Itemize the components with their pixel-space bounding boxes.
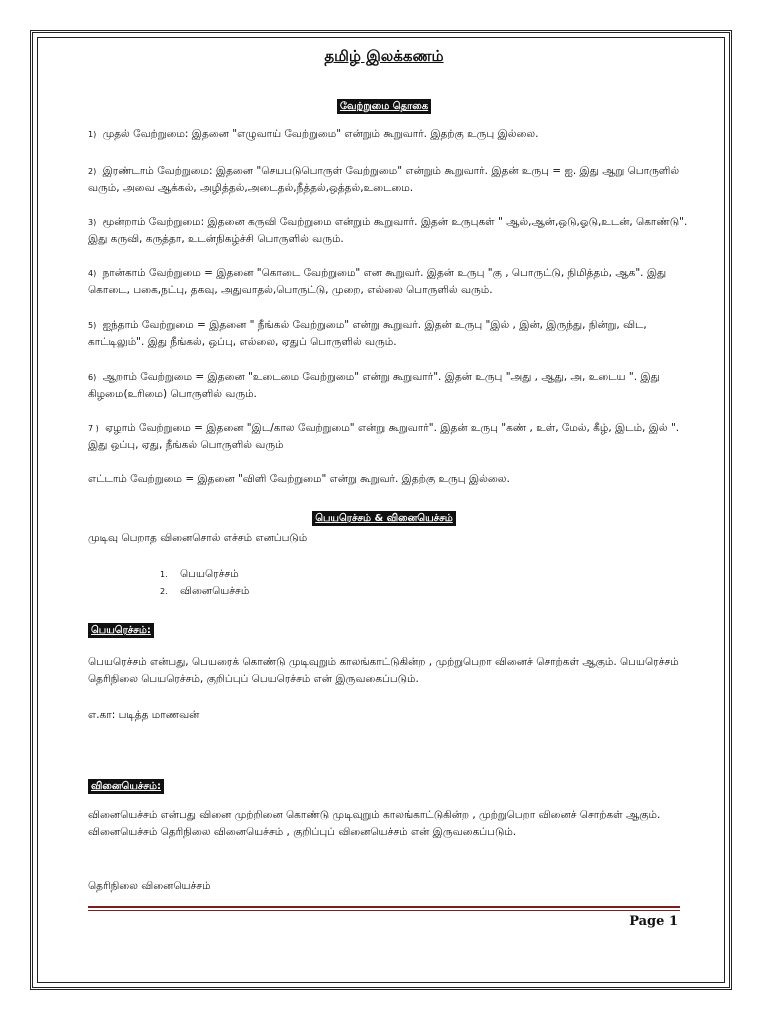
item-text: ஏழாம் வேற்றுமை = இதனை "இட/கால வேற்றுமை" என்று கூறுவார்". இதன் உருபு "கண் , உள், மேல், கீழ், இடம், இல் ". இது ஒப்பு, ஏது, நீங்கல் பொருளில் வரும் bbox=[88, 422, 680, 451]
vinaiyeccham-last-line: தெரிநிலை வினையெச்சம் bbox=[88, 880, 211, 892]
eccham-list bbox=[160, 566, 249, 600]
paragraph-item-5 bbox=[88, 317, 688, 351]
item-number: 3) bbox=[88, 218, 97, 227]
paragraph-item-7 bbox=[88, 420, 688, 454]
section-heading-vinaiyeccham bbox=[88, 774, 164, 794]
item-text: மூன்றாம் வேற்றுமை: இதனை கருவி வேற்றுமை என்றும் கூறுவார். இதன் உருபுகள் " ஆல்,ஆன்,ஒடு,ஓடு,உடன், கொண்டு". இது கருவி, கருத்தா, உடன்நிகழ்ச்சி பொருளில் வரும். bbox=[88, 216, 688, 245]
list-item-number: 2. bbox=[160, 587, 168, 596]
eccham-intro: முடிவு பெறாத வினைசொல் எச்சம் எனப்படும் bbox=[88, 532, 308, 544]
item-text: ஐந்தாம் வேற்றுமை = இதனை " நீங்கல் வேற்றுமை" என்று கூறுவர். இதன் உருபு "இல் , இன், இருந்து, நின்று, விட, காட்டிலும்". இது நீங்கல், ஒப்பு, எல்லை, ஏதுப் பொருளில் வரும். bbox=[88, 319, 647, 348]
paragraph-item-3 bbox=[88, 214, 688, 248]
paragraph-item-4 bbox=[88, 265, 688, 299]
item-text: இரண்டாம் வேற்றுமை: இதனை "செயபடுபொருள் வேற்றுமை" என்றும் கூறுவார். இதன் உருபு = ஐ. இது ஆறு பொருளில் வரும், அவை ஆக்கல், அழித்தல்,அடைதல்,நீத்தல்,ஒத்தல்,உடைமை. bbox=[88, 165, 680, 194]
list-item-text: பெயரெச்சம் bbox=[180, 568, 239, 580]
section-heading-vetrumai bbox=[0, 94, 768, 114]
list-item-number: 1. bbox=[160, 570, 168, 579]
item-number: 4) bbox=[88, 269, 97, 278]
footer-rule-thin bbox=[88, 910, 680, 911]
section-heading-eccham bbox=[0, 506, 768, 526]
section-heading-peyareccham bbox=[88, 618, 154, 638]
vinaiyeccham-paragraph: வினையெச்சம் என்பது வினை முற்றினை கொண்டு முடிவுறும் காலங்காட்டுகின்ற , முற்றுபெறா வினைச் சொற்கள் ஆகும். வினையெச்சம் தெரிநிலை வினையெச்சம் , குறிப்புப் வினையெச்சம் என் இருவகைப்படும். bbox=[88, 809, 661, 838]
item-number: 7 ) bbox=[88, 424, 99, 433]
section-heading-eccham-label: பெயரெச்சம் & வினையெச்சம் bbox=[312, 511, 456, 526]
item-number: 1) bbox=[88, 130, 97, 139]
document-title: தமிழ் இலக்கணம் bbox=[324, 47, 444, 65]
paragraph-item-8: எட்டாம் வேற்றுமை = இதனை "விளி வேற்றுமை" என்று கூறுவர். இதற்கு உருபு இல்லை. bbox=[88, 473, 510, 485]
section-heading-peyareccham-label: பெயரெச்சம்: bbox=[88, 623, 154, 638]
paragraph-item-2 bbox=[88, 163, 688, 197]
item-number: 5) bbox=[88, 321, 97, 330]
list-item bbox=[160, 583, 249, 600]
page-number: Page 1 bbox=[629, 914, 678, 929]
section-heading-vetrumai-label: வேற்றுமை தொகை bbox=[337, 99, 431, 114]
section-heading-vinaiyeccham-label: வினையெச்சம்: bbox=[88, 779, 164, 794]
peyareccham-paragraph: பெயரெச்சம் என்பது, பெயரைக் கொண்டு முடிவுறும் காலங்காட்டுகின்ற , முற்றுபெறா வினைச் சொற்கள் ஆகும். பெயரெச்சம் தெரிநிலை பெயரெச்சம், குறிப்புப் பெயரெச்சம் என் இருவகைப்படும். bbox=[88, 656, 679, 685]
footer-rule bbox=[88, 906, 680, 908]
paragraph-item-6 bbox=[88, 369, 688, 403]
item-text: ஆறாம் வேற்றுமை = இதனை "உடைமை வேற்றுமை" என்று கூறுவார்". இதன் உருபு "அது , ஆது, அ, உடைய ". இது கிழமை(உரிமை) பொருளில் வரும். bbox=[88, 371, 660, 400]
list-item bbox=[160, 566, 249, 583]
item-text: முதல் வேற்றுமை: இதனை "எழுவாய் வேற்றுமை" என்றும் கூறுவார். இதற்கு உருபு இல்லை. bbox=[102, 128, 539, 140]
item-number: 2) bbox=[88, 167, 97, 176]
peyareccham-example: எ.கா: படித்த மாணவன் bbox=[88, 709, 200, 721]
list-item-text: வினையெச்சம் bbox=[180, 585, 250, 597]
paragraph-item-1 bbox=[88, 126, 688, 143]
item-text: நான்காம் வேற்றுமை = இதனை "கொடை வேற்றுமை" என கூறுவர். இதன் உருபு "கு , பொருட்டு, நிமித்தம், ஆக". இது கொடை, பகை,நட்பு, தகவு, அதுவாதல்,பொருட்டு, முறை, எல்லை பொருளில் வரும். bbox=[88, 267, 667, 296]
item-number: 6) bbox=[88, 373, 97, 382]
